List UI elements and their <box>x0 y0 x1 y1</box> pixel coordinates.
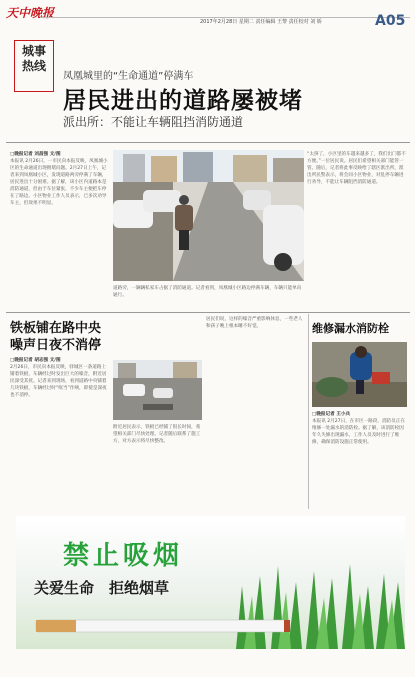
story3-byline: □晚报记者 王小兵 <box>312 412 351 417</box>
page-number: A05 <box>375 13 406 29</box>
section-label-line2: 热线 <box>21 59 46 73</box>
lead-subhead: 派出所：不能让车辆阻挡消防通道 <box>63 115 244 129</box>
lead-body-left-text: 本报讯 2月26日，一市民向本报反映，凤凰城小区的生命通道出现拥堵问题。2月27日上午，记者来到凤凰城小区，发现道路两旁停满了车辆，居民进出十分困难。据了解，该小区内道路本是消防通道，但由于车位紧张，不少车主便把车停在了路边。小区物业工作人员表示，已多次劝导车主，但效果不明显。 <box>10 159 108 206</box>
story2-headline <box>10 320 101 354</box>
lead-body-left <box>10 151 110 301</box>
story2-headline-line1: 铁板铺在路中央 <box>10 321 102 336</box>
story2-body-a-text: 2月26日，市民向本报反映，驿城区一条道路上铺着铁板，车辆经过时发出巨大的噪音，附近居民深受其扰。记者来到现场，看到道路中央铺着几块铁板，车辆经过时“哐当”作响，即使是深夜也不消停。 <box>10 365 107 398</box>
story3-headline: 维修漏水消防栓 <box>312 322 389 335</box>
lead-headline: 居民进出的道路屡被堵 <box>63 88 303 114</box>
story2-body-c: 居民们说，这样的噪音严重影响休息，一些老人和孩子晚上根本睡不好觉。 <box>206 317 303 329</box>
lead-photo <box>113 150 304 281</box>
section-label <box>16 44 52 74</box>
mid-divider <box>6 312 410 313</box>
masthead-logo: 天中晚报 <box>6 6 55 20</box>
story2-body-a <box>10 357 110 505</box>
ad-title: 禁止吸烟 <box>63 541 184 571</box>
lead-photo-caption: 道路旁，一辆辆私家车占据了消防通道。记者看到，凤凰城小区路边停满车辆，车辆只能单向通行。 <box>113 286 302 298</box>
lead-body-right: “太挤了，小区里的车越来越多了，我们出门都不方便。”一位居民说。居民们希望相关部门能管一管。随后，记者将此事反映给了辖区派出所，派出所民警表示，将会同小区物业，对乱停车辆进行劝导，不能让车辆阻挡消防通道。 <box>307 152 406 185</box>
issue-line: 2017年2月28日 星期二 责任编辑 王黎 责任校对 刘 娇 <box>200 19 322 25</box>
header-divider <box>6 142 410 143</box>
section-label-line1: 城事 <box>21 44 46 58</box>
story2-body-b: 附近居民表示，铁板已经铺了很长时间，希望相关部门尽快处理。记者随后联系了施工方，对方表示将尽快整改。 <box>113 425 201 444</box>
story3-body-text: 本报讯 2月27日，在市区一路段，消防员正在维修一处漏水的消防栓。据了解，该消防栓因年久失修出现漏水，工作人员及时进行了维修，确保消防设施正常使用。 <box>312 419 405 445</box>
story2-headline-line2: 噪声日夜不消停 <box>10 338 102 353</box>
story3-photo <box>312 342 407 407</box>
lead-byline: □晚报记者 刘昌强 文/图 <box>10 152 61 157</box>
story2-photo <box>113 360 202 420</box>
column-rule <box>308 314 309 509</box>
story3-body <box>312 411 407 506</box>
ad-subtitle: 关爱生命 拒绝烟草 <box>34 579 170 597</box>
story2-byline: □晚报记者 胡志强 文/图 <box>10 358 61 363</box>
lead-kicker: 凤凰城里的“生命通道”停满车 <box>63 71 194 82</box>
